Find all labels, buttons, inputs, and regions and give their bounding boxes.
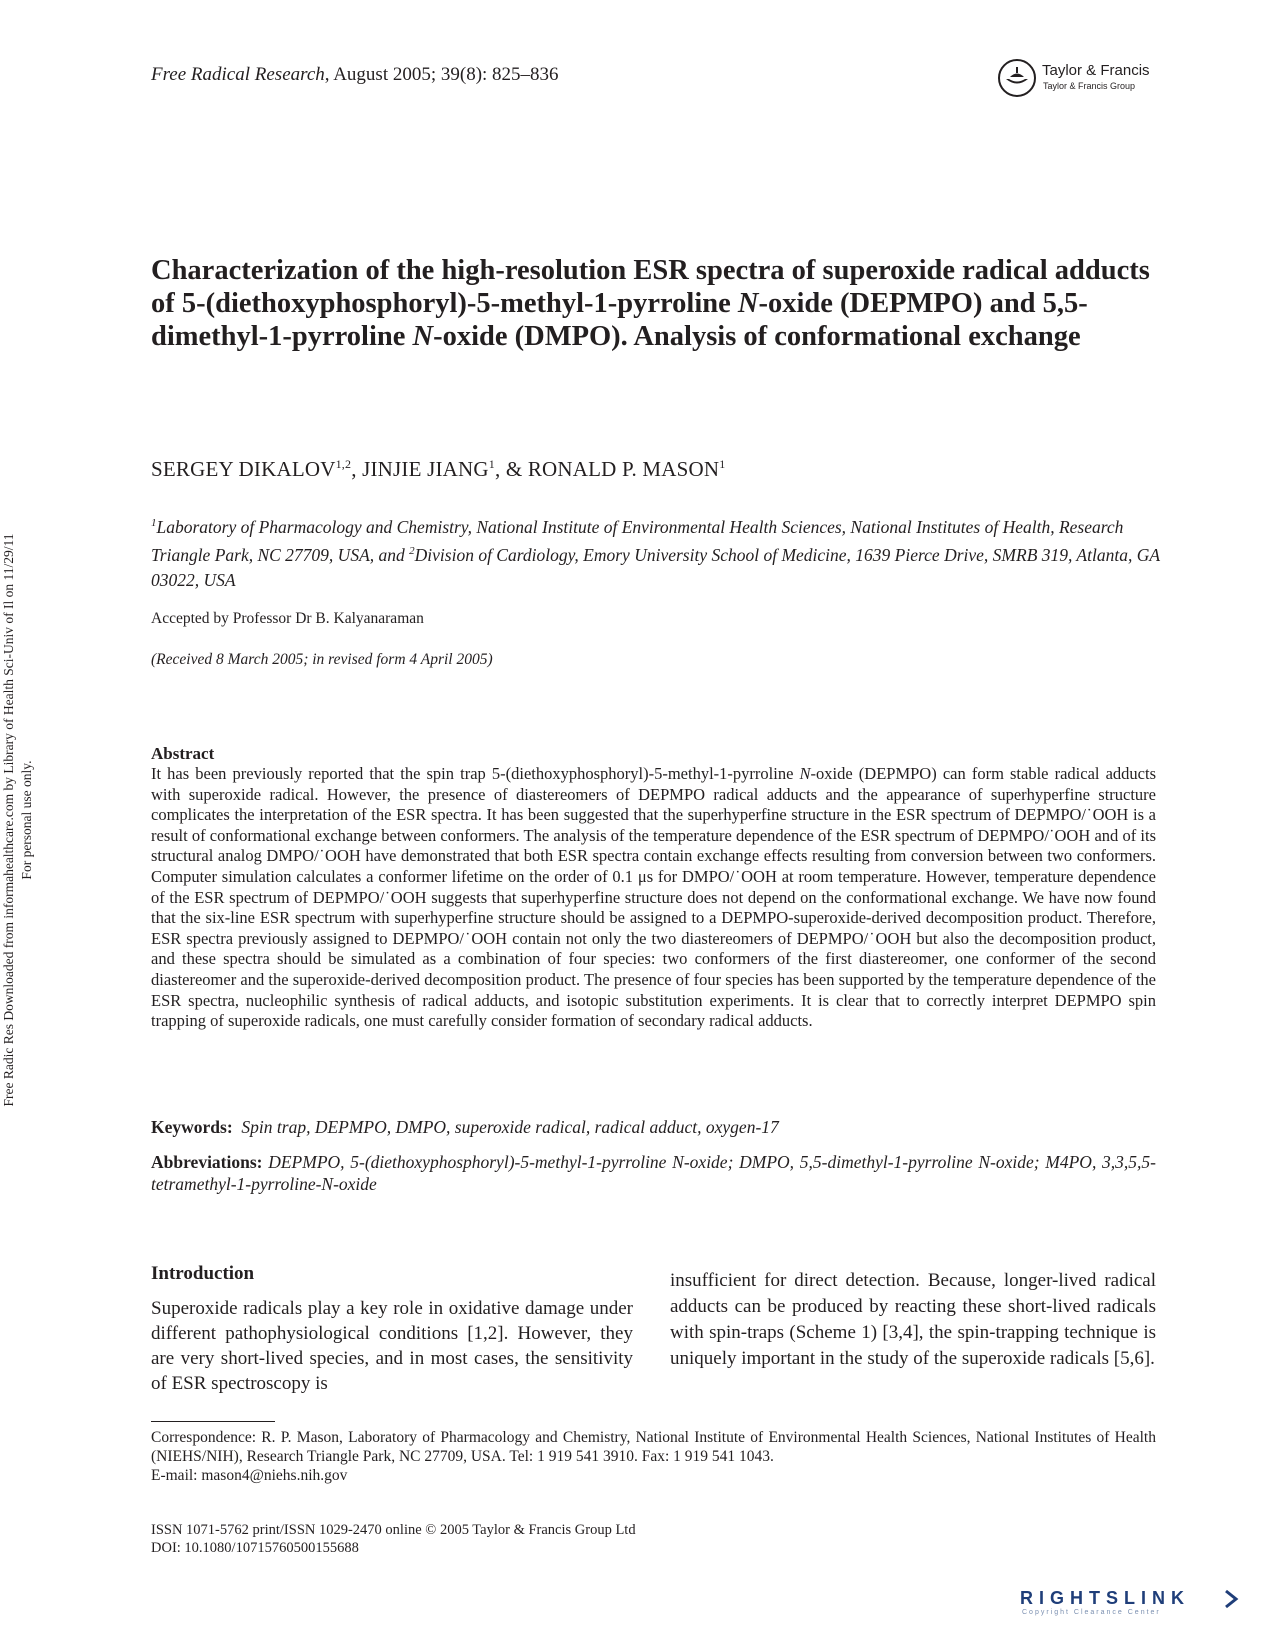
accepted-by: Accepted by Professor Dr B. Kalyanaraman	[151, 610, 424, 627]
abstract-text: It has been previously reported that the spin trap 5-(diethoxyphosphoryl)-5-methyl-1-pyrroline N-oxide (DEPMPO) can form stable radical adducts with superoxide radical. However, the presence of diastereomers of DEPMPO radical adducts and the appearance of superhyperfine structure complicates the interpretation of the ESR spectra. It has been suggested that the superhyperfine structure in the ESR spectrum of DEPMPO/˙OOH is a result of conformational exchange between conformers. The analysis of the temperature dependence of the ESR spectrum of DEPMPO/˙OOH and of its structural analog DMPO/˙OOH have demonstrated that both ESR spectra contain exchange effects resulting from conversion between two conformers. Computer simulation calculates a conformer lifetime on the order of 0.1 μs for DMPO/˙OOH at room temperature. However, temperature dependence of the ESR spectrum of DEPMPO/˙OOH suggests that superhyperfine structure does not depend on the conformational exchange. We have now found that the six-line ESR spectrum with superhyperfine structure should be assigned to a DEPMPO-superoxide-derived decomposition product. Therefore, ESR spectra previously assigned to DEPMPO/˙OOH contain not only the two diastereomers of DEPMPO/˙OOH but also the decomposition product, and these spectra should be simulated as a combination of four species: two conformers of the first diastereomer, one conformer of the second diastereomer and the superoxide-derived decomposition product. The presence of four species has been supported by the temperature dependence of the ESR spectra, nucleophilic synthesis of radical adducts, and isotopic substitution experiments. It is clear that to correctly interpret DEPMPO spin trapping of superoxide radicals, one must carefully consider formation of secondary radical adducts.	[151, 764, 1157, 1031]
citation-details: , August 2005; 39(8): 825–836	[324, 64, 559, 85]
keywords	[151, 1117, 1156, 1138]
rightslink-subtitle: Copyright Clearance Center	[1022, 1609, 1161, 1616]
footnote-divider	[151, 1421, 275, 1422]
publisher-name: Taylor & Francis	[1042, 62, 1150, 79]
abstract-heading: Abstract	[151, 744, 215, 763]
article-title: Characterization of the high-resolution ESR spectra of superoxide radical adducts of 5-(diethoxyphosphoryl)-5-methyl-1-pyrroline N-oxide (DEPMPO) and 5,5-dimethyl-1-pyrroline N-oxide (DMPO). Analysis of conformational exchange	[151, 255, 1150, 352]
abbreviations	[151, 1151, 1156, 1195]
introduction-column-left: Superoxide radicals play a key role in oxidative damage under different pathophysiological conditions [1,2]. However, they are very short-lived species, and in most cases, the sensitivity of ESR spectroscopy is	[151, 1298, 633, 1394]
author-list: SERGEY DIKALOV$^{1,2}$, JINJIE JIANG$^1$, & RONALD P. MASON$^1$	[151, 457, 726, 481]
correspondence-text: Correspondence: R. P. Mason, Laboratory of Pharmacology and Chemistry, National Institute of Environmental Health Sciences, National Institutes of Health (NIEHS/NIH), Research Triangle Park, NC 27709, USA. Tel: 1 919 541 3910. Fax: 1 919 541 1043.	[151, 1429, 1156, 1465]
doi: DOI: 10.1080/10715760500155688	[151, 1540, 359, 1556]
rightslink-logo	[1020, 1584, 1255, 1618]
journal-name: Free Radical Research	[151, 64, 325, 85]
author-name: , & RONALD P. MASON	[494, 457, 720, 481]
rightslink-arrow-icon	[1220, 1588, 1242, 1610]
publisher-group: Taylor & Francis Group	[1043, 81, 1136, 91]
abbreviations-value: DEPMPO, 5-(diethoxyphosphoryl)-5-methyl-1-pyrroline N-oxide; DMPO, 5,5-dimethyl-1-pyrroline N-oxide; M4PO, 3,3,5,5-tetramethyl-1-pyrroline-N-oxide	[151, 1152, 1156, 1194]
watermark-line-1: Free Radic Res Downloaded from informahealthcare.com by Library of Health Sci-Univ of Il on 11/29/11	[1, 533, 16, 1107]
abbreviations-label: Abbreviations:	[151, 1152, 263, 1172]
correspondence-email: E-mail: mason4@niehs.nih.gov	[151, 1467, 348, 1484]
taylor-francis-lamp-icon	[997, 58, 1037, 98]
download-watermark	[0, 465, 48, 1175]
keywords-value: Spin trap, DEPMPO, DMPO, superoxide radical, radical adduct, oxygen-17	[241, 1117, 779, 1137]
received-dates: (Received 8 March 2005; in revised form 4 April 2005)	[151, 651, 493, 668]
journal-citation	[151, 64, 559, 86]
author-affiliation: $^1$Laboratory of Pharmacology and Chemistry, National Institute of Environmental Health Sciences, National Institutes of Health, Research Triangle Park, NC 27709, USA, and $^2$Division of Cardiology, Emory University School of Medicine, 1639 Pierce Drive, SMRB 319, Atlanta, GA 03022, USA	[151, 516, 1160, 590]
introduction-heading: Introduction	[151, 1263, 255, 1284]
issn-block	[151, 1521, 636, 1557]
issn: ISSN 1071-5762 print/ISSN 1029-2470 online © 2005 Taylor & Francis Group Ltd	[151, 1522, 636, 1538]
watermark-line-2: For personal use only.	[19, 760, 34, 880]
correspondence-footnote	[151, 1428, 1156, 1485]
publisher-logo	[997, 58, 1167, 98]
author-name: SERGEY DIKALOV	[151, 457, 336, 481]
keywords-label: Keywords:	[151, 1117, 233, 1137]
author-name: , JINJIE JIANG	[351, 457, 489, 481]
introduction-column-right: insufficient for direct detection. Because, longer-lived radical adducts can be produced by reacting these short-lived radicals with spin-traps (Scheme 1) [3,4], the spin-trapping technique is uniquely important in the study of the superoxide radicals [5,6].	[670, 1270, 1156, 1369]
rightslink-wordmark: RIGHTSLINK	[1020, 1588, 1190, 1608]
